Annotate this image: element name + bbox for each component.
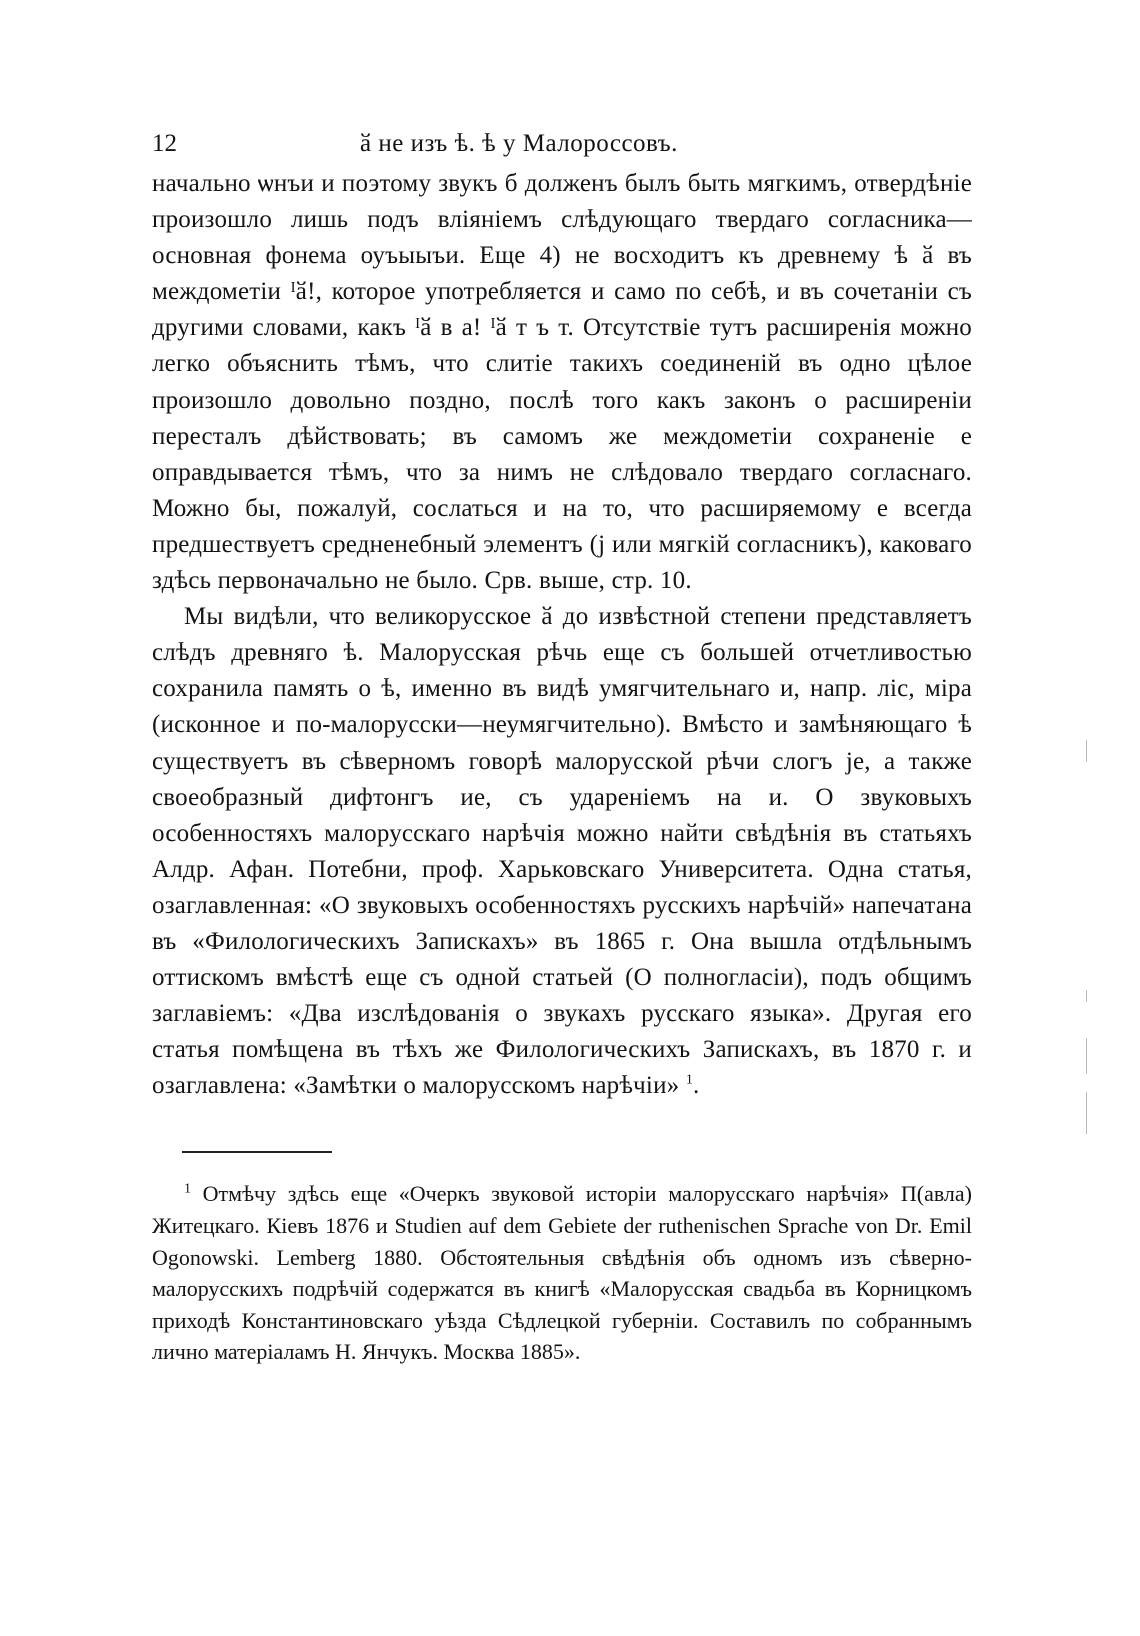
margin-scan-marks [1084, 740, 1090, 1170]
book-page [152, 122, 972, 1368]
footnote [152, 1178, 972, 1368]
paragraph-continuation: начально ѡнъи и поэтому звукъ б долженъ былъ быть мягкимъ, отвердѣніе произошло лишь подъ вліяніемъ слѣдующаго твердаго согласника—основная фонема оуъыыъи. Еще 4) не восходитъ къ древнему ѣ ӑ въ междометіи ᴵӑ!, которое употребляется и само по себѣ, и въ сочетаніи съ другими словами, какъ ᴵӑ в а! ᴵӑ т ъ т. Отсутствіе тутъ расширенія можно легко объяснить тѣмъ, что слитіе такихъ соединеній въ одно цѣлое произошло довольно поздно, послѣ того какъ законъ о расширеніи пересталъ дѣйствовать; въ самомъ же междометіи сохраненіе е оправдывается тѣмъ, что за нимъ не слѣдовало твердаго согласнаго. Можно бы, пожалуй, сослаться и на то, что расширяемому е всегда предшествуетъ средненебный элементъ (j или мягкій согласникъ), каковаго здѣсь первоначально не было. Срв. выше, стр. 10. [152, 170, 972, 595]
footnote-text: Отмѣчу здѣсь еще «Очеркъ звуковой исторіи малорусскаго нарѣчія» П(авла) Житецкаго. Кіевъ 1876 и Studien auf dem Gebiete der ruthenischen Sprache von Dr. Emil Ogonowski. Lemberg 1880. Обстоятельныя свѣдѣнія объ одномъ изъ сѣверно-малорусскихъ подрѣчій содержатся въ книгѣ «Малорусская свадьба въ Корницкомъ приходѣ Константиновскаго уѣзда Сѣдлецкой губерніи. Составилъ по собраннымъ лично матеріаламъ Н. Янчукъ. Москва 1885». [152, 1181, 973, 1365]
footnote-number: 1 [184, 1182, 191, 1198]
page-number: 12 [152, 130, 177, 157]
paragraph-text: Мы видѣли, что великорусское ӑ до извѣстной степени представляетъ слѣдъ древняго ѣ. Малорусская рѣчь еще съ большей отчетливостью сохранила память о ѣ, именно въ видѣ умягчительнаго и, напр. ліс, міра (исконное и по-малорусски—неумягчительно). Вмѣсто и замѣняющаго ѣ существуетъ въ сѣверномъ говорѣ малорусской рѣчи слогъ je, а также своеобразный дифтонгъ ие, съ удареніемъ на и. О звуковыхъ особенностяхъ малорусскаго нарѣчія можно найти свѣдѣнія въ статьяхъ Алдр. Афан. Потебни, проф. Харьковскаго Университета. Одна статья, озаглавленная: «О звуковыхъ особенностяхъ русскихъ нарѣчій» напечатана въ «Филологическихъ Запискахъ» въ 1865 г. Она вышла отдѣльнымъ оттискомъ вмѣстѣ еще съ одной статьей (О полногласіи), подъ общимъ заглавіемъ: «Два изслѣдованія о звукахъ русскаго языка». Другая его статья помѣщена въ тѣхъ же Филологическихъ Запискахъ, въ 1870 г. и озаглавлена: «Замѣтки о малорусскомъ нарѣчіи» [152, 603, 972, 1100]
main-text [152, 166, 972, 1104]
footnote-divider [182, 1151, 332, 1153]
footnote-reference: 1 [685, 1073, 694, 1089]
running-title: ӑ не изъ ѣ. ѣ у Малороссовъ. [360, 130, 678, 157]
paragraph: Мы видѣли, что великорусское ӑ до извѣстной степени представляетъ слѣдъ древняго ѣ. Малорусская рѣчь еще съ большей отчетливостью сохранила память о ѣ, именно въ видѣ умягчительнаго и, напр. ліс, міра (исконное и по-малорусски—неумягчительно). Вмѣсто и замѣняющаго ѣ существуетъ въ сѣверномъ говорѣ малорусской рѣчи слогъ je, а также своеобразный дифтонгъ ие, съ удареніемъ на и. О звуковыхъ особенностяхъ малорусскаго нарѣчія можно найти свѣдѣнія въ статьяхъ Алдр. Афан. Потебни, проф. Харьковскаго Университета. Одна статья, озаглавленная: «О звуковыхъ особенностяхъ русскихъ нарѣчій» напечатана въ «Филологическихъ Запискахъ» въ 1865 г. Она вышла отдѣльнымъ оттискомъ вмѣстѣ еще съ одной статьей (О полногласіи), подъ общимъ заглавіемъ: «Два изслѣдованія о звукахъ русскаго языка». Другая его статья помѣщена въ тѣхъ же Филологическихъ Запискахъ, въ 1870 г. и озаглавлена: «Замѣтки о малорусскомъ нарѣчіи» $^1$. [152, 603, 972, 1100]
page-header [152, 122, 972, 166]
